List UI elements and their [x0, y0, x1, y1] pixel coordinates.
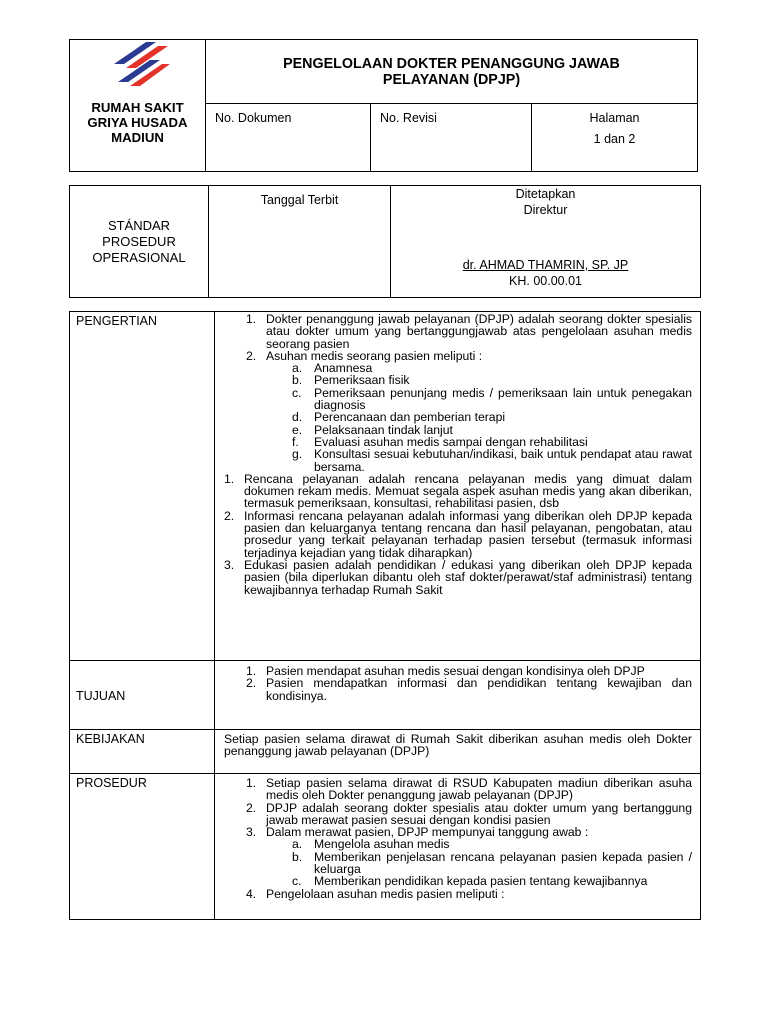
list-item-number: 2. [246, 800, 257, 815]
section-label-tujuan: TUJUAN [70, 661, 215, 730]
list-item-number: 2. [246, 676, 257, 691]
list-item-number: 1. [246, 312, 257, 326]
list-item [224, 313, 692, 350]
list-item [224, 510, 692, 559]
pengertian-list [224, 313, 692, 362]
doc-number-cell: No. Dokumen [206, 104, 371, 172]
list-item [224, 875, 692, 887]
list-item-number: c. [292, 874, 302, 889]
list-item-text: Pengelolaan asuhan medis pasien meliputi : [266, 886, 505, 901]
list-item [224, 851, 692, 876]
document-header [69, 39, 698, 172]
approval-cell [391, 186, 701, 298]
director-signature: dr. AHMAD THAMRIN, SP. JP KH. 00.00.01 [462, 258, 629, 288]
section-label-kebijakan: KEBIJAKAN [70, 730, 215, 774]
page-cell: Halaman 1 dan 2 [532, 104, 698, 172]
section-label-pengertian: PENGERTIAN [70, 312, 215, 661]
list-item-number: 2. [224, 508, 235, 523]
list-item-text: Rencana pelayanan adalah rencana pelayanan medis yang dimuat dalam dokumen rekam medis. Memuat segala aspek asuhan medis yang akan diberikan, termasuk pemeriksaan, konsultasi, rehabilitasi pasien, dsb [244, 471, 692, 511]
list-item [224, 677, 692, 702]
hospital-logo-icon [106, 42, 170, 88]
list-item-number: 1. [246, 664, 257, 678]
list-item [224, 374, 692, 386]
sop-label: STÁNDAR PROSEDUR OPERASIONAL [70, 186, 209, 298]
list-item-text: Pelaksanaan tindak lanjut [314, 422, 453, 437]
list-item-text: Memberikan pendidikan kepada pasien tentang kewajibannya [314, 874, 648, 889]
list-item-text: Informasi rencana pelayanan adalah informasi yang diberikan oleh DPJP kepada pasien dan keluarganya tentang rencana dan hasil pelayanan, pengobatan, atau prosedur yang terkait pelayanan terhadap pasien tersebut (termasuk informasi terjadinya kejadian yang tidak diharapkan) [244, 508, 692, 560]
list-item-text: Dokter penanggung jawab pelayanan (DPJP) adalah seorang dokter spesialis atau dokter umum yang bertanggungjawab atas pengelolaan asuhan medis seorang pasien [266, 312, 692, 351]
tujuan-list [224, 665, 692, 702]
list-item-text: Pemeriksaan penunjang medis / pemeriksaan lain untuk penegakan diagnosis [314, 385, 692, 413]
section-body-prosedur [215, 774, 701, 920]
list-item [224, 888, 692, 900]
list-item [224, 559, 692, 596]
list-item-text: Konsultasi sesuai kebutuhan/indikasi, baik untuk pendapat atau rawat bersama. [314, 447, 692, 474]
list-item-number: 1. [246, 776, 257, 790]
prosedur-list [224, 777, 692, 838]
list-item-text: Dalam merawat pasien, DPJP mempunyai tanggung awab : [266, 825, 589, 840]
list-item-number: b. [292, 849, 303, 864]
pengertian-list-2 [224, 473, 692, 596]
document-title: PENGELOLAAN DOKTER PENANGGUNG JAWAB PELAYANAN (DPJP) [206, 40, 698, 104]
list-item-text: Memberikan penjelasan rencana pelayanan pasien kepada pasien / keluarga [314, 849, 692, 877]
list-item-text: Mengelola asuhan medis [314, 837, 450, 852]
list-item-number: 1. [224, 471, 235, 486]
list-item [224, 838, 692, 850]
prosedur-list-2 [224, 888, 692, 900]
list-item-text: Pasien mendapatkan informasi dan pendidikan tentang kewajiban dan kondisinya. [266, 676, 692, 703]
sop-header [69, 185, 701, 298]
list-item-number: b. [292, 373, 303, 388]
list-item [224, 411, 692, 423]
list-item-number: d. [292, 410, 303, 425]
pengertian-sublist [224, 362, 692, 473]
list-item-number: 2. [246, 348, 257, 363]
list-item [224, 387, 692, 412]
approval-title: Ditetapkan Direktur [515, 187, 576, 217]
section-label-prosedur: PROSEDUR [70, 774, 215, 920]
list-item [224, 473, 692, 510]
list-item-text: Perencanaan dan pemberian terapi [314, 410, 506, 425]
list-item-text: Setiap pasien selama dirawat di RSUD Kabupaten madiun diberikan asuha medis oleh Dokter penanggung jawab pelayanan (DPJP) [266, 776, 692, 803]
list-item-text: DPJP adalah seorang dokter spesialis atau dokter umum yang bertanggung jawab merawat pasien sesuai dengan kondisi pasien [266, 800, 692, 827]
list-item-number: g. [292, 447, 303, 462]
list-item-text: Pasien mendapat asuhan medis sesuai dengan kondisinya oleh DPJP [266, 664, 645, 678]
list-item-number: 4. [246, 886, 257, 901]
list-item-text: Asuhan medis seorang pasien meliputi : [266, 348, 483, 363]
revision-cell: No. Revisi [371, 104, 532, 172]
section-body-tujuan [215, 661, 701, 730]
list-item [224, 777, 692, 802]
hospital-name: RUMAH SAKIT GRIYA HUSADA MADIUN [87, 100, 188, 145]
list-item-number: a. [292, 361, 303, 376]
list-item-number: e. [292, 422, 303, 437]
list-item-text: Evaluasi asuhan medis sampai dengan rehabilitasi [314, 434, 588, 449]
list-item-number: a. [292, 837, 303, 852]
list-item-number: 3. [224, 557, 235, 572]
issue-date-cell: Tanggal Terbit [209, 186, 391, 298]
sop-content [69, 311, 701, 920]
list-item-number: f. [292, 434, 299, 449]
list-item-text: Anamnesa [314, 361, 373, 376]
list-item-text: Edukasi pasien adalah pendidikan / edukasi yang diberikan oleh DPJP kepada pasien (bila diperlukan dibantu oleh staf dokter/perawat/staf administrasi) tentang kewajibannya terhadap Rumah Sakit [244, 557, 692, 597]
list-item [224, 802, 692, 827]
list-item-number: c. [292, 385, 302, 400]
section-body-kebijakan: Setiap pasien selama dirawat di Rumah Sakit diberikan asuhan medis oleh Dokter penanggung jawab pelayanan (DPJP) [215, 730, 701, 774]
list-item [224, 448, 692, 473]
prosedur-sublist [224, 838, 692, 887]
section-body-pengertian [215, 312, 701, 661]
list-item-text: Pemeriksaan fisik [314, 373, 410, 388]
list-item-number: 3. [246, 825, 257, 840]
hospital-cell [70, 40, 206, 172]
